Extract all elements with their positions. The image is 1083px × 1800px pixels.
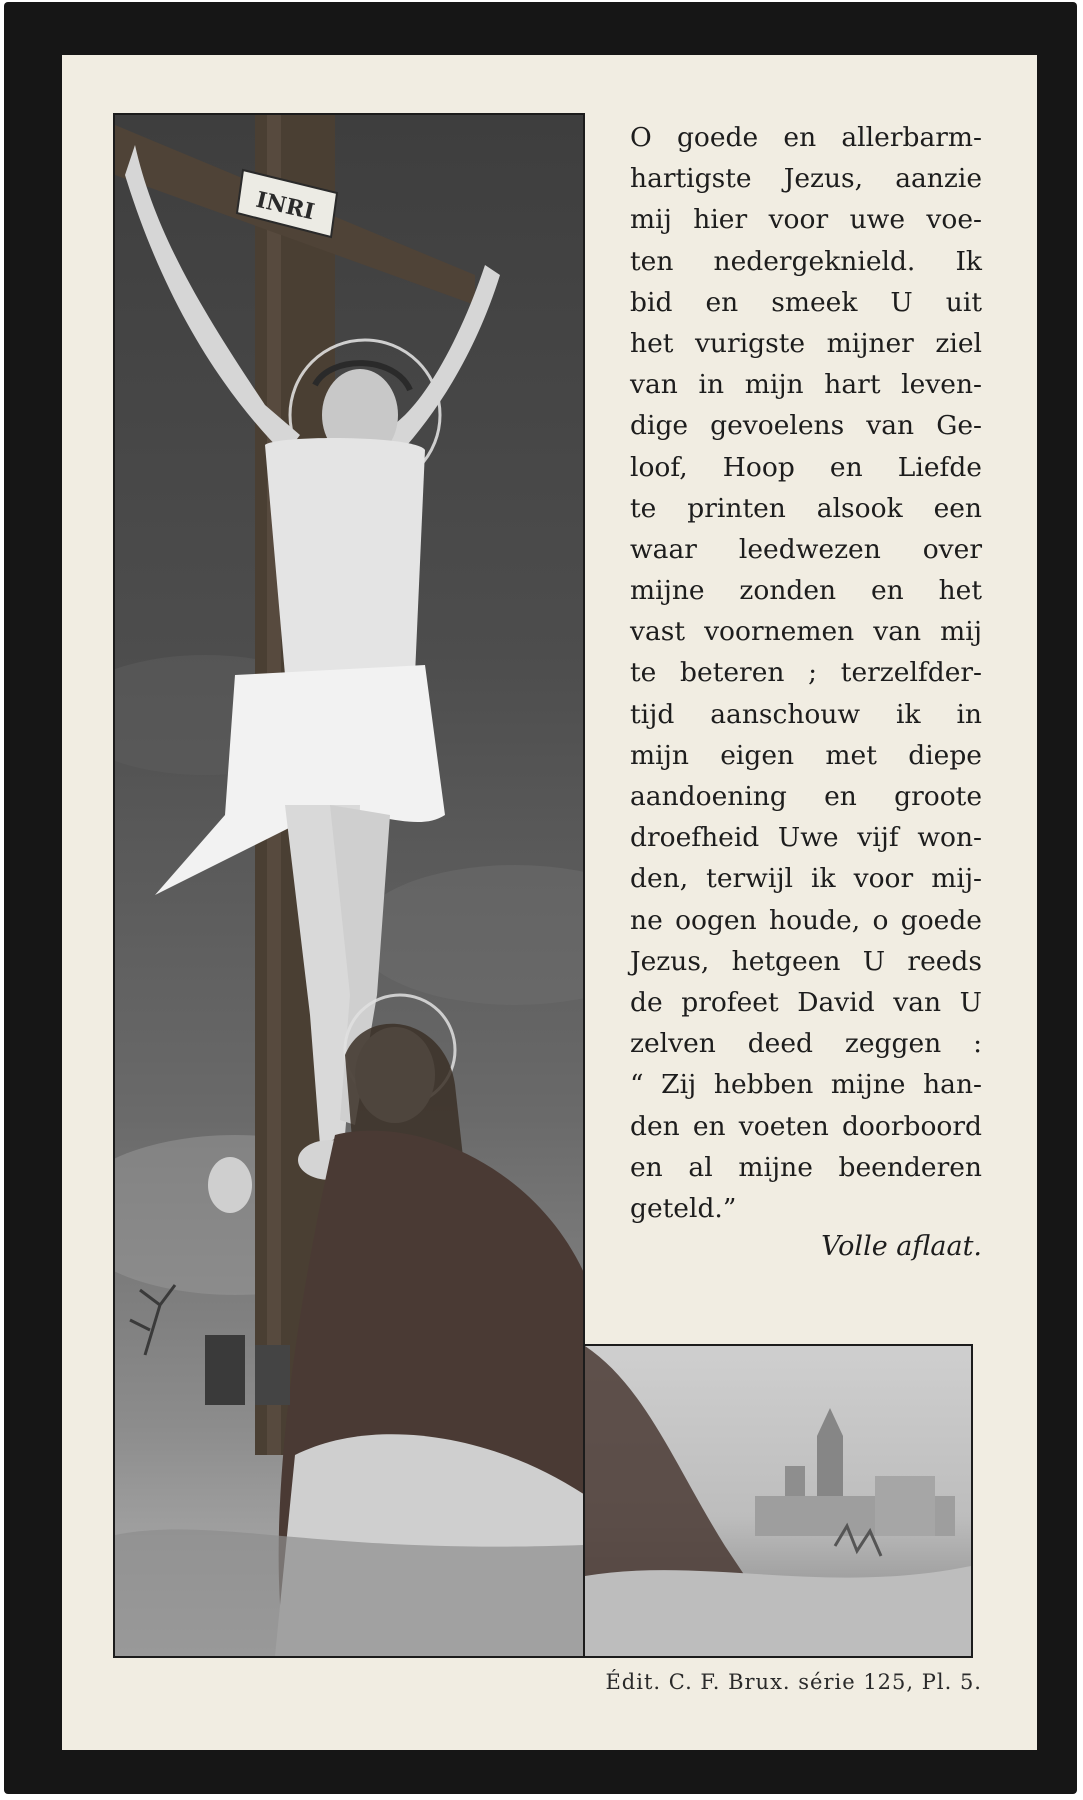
- prayer-line: te beteren ; terzelfder-: [630, 657, 982, 689]
- prayer-line: geteld.”: [630, 1192, 737, 1224]
- crucifixion-illustration: [113, 113, 585, 1658]
- prayer-line: ne oogen houde, o goede: [630, 904, 982, 936]
- prayer-line: aandoening en groote: [630, 781, 982, 812]
- shrub: [130, 1285, 175, 1355]
- prayer-line: Jezus, hetgeen U reeds: [630, 945, 982, 977]
- prayer-line: de profeet David van U: [630, 986, 982, 1018]
- prayer-line: dige gevoelens van Ge-: [630, 410, 982, 442]
- prayer-line: en al mijne beenderen: [630, 1151, 982, 1183]
- prayer-line: “ Zij hebben mijne han-: [630, 1069, 982, 1101]
- prayer-line: den en voeten doorboord: [630, 1110, 982, 1142]
- crucifixion-picture: [115, 115, 583, 1656]
- prayer-line: te printen alsook een: [630, 492, 982, 524]
- indulgence-note: Volle aflaat.: [821, 1231, 982, 1262]
- prayer-line: van in mijn hart leven-: [630, 369, 982, 401]
- right-arm: [383, 265, 500, 453]
- prayer-line: O goede en allerbarm-: [630, 122, 982, 153]
- prayer-line: zelven deed zeggen :: [630, 1028, 982, 1060]
- prayer-line: bid en smeek U uit: [630, 286, 982, 318]
- christ-torso: [265, 438, 425, 690]
- prayer-line: vast voornemen van mij: [630, 616, 982, 648]
- prayer-line: den, terwijl ik voor mij-: [630, 863, 982, 895]
- publisher-credit: Édit. C. F. Brux. série 125, Pl. 5.: [605, 1670, 982, 1694]
- prayer-line: het vurigste mijner ziel: [630, 327, 982, 359]
- prayer-line: mijne zonden en het: [630, 575, 982, 607]
- prayer-line: waar leedwezen over: [630, 533, 982, 565]
- city-landscape: [585, 1346, 971, 1658]
- prayer-line: droefheid Uwe vijf won-: [630, 822, 982, 854]
- prayer-text: [630, 117, 982, 1229]
- prayer-line: hartigste Jezus, aanzie: [630, 163, 982, 195]
- landscape-illustration: [585, 1344, 973, 1658]
- prayer-line: loof, Hoop en Liefde: [630, 451, 982, 483]
- prayer-line: mijn eigen met diepe: [630, 739, 982, 771]
- prayer-line: tijd aanschouw ik in: [630, 698, 982, 730]
- prayer-line: ten nedergeknield. Ik: [630, 245, 982, 277]
- inri-text: INRI: [253, 186, 317, 226]
- prayer-line: mij hier voor uwe voe-: [630, 204, 982, 236]
- ground: [115, 1529, 583, 1656]
